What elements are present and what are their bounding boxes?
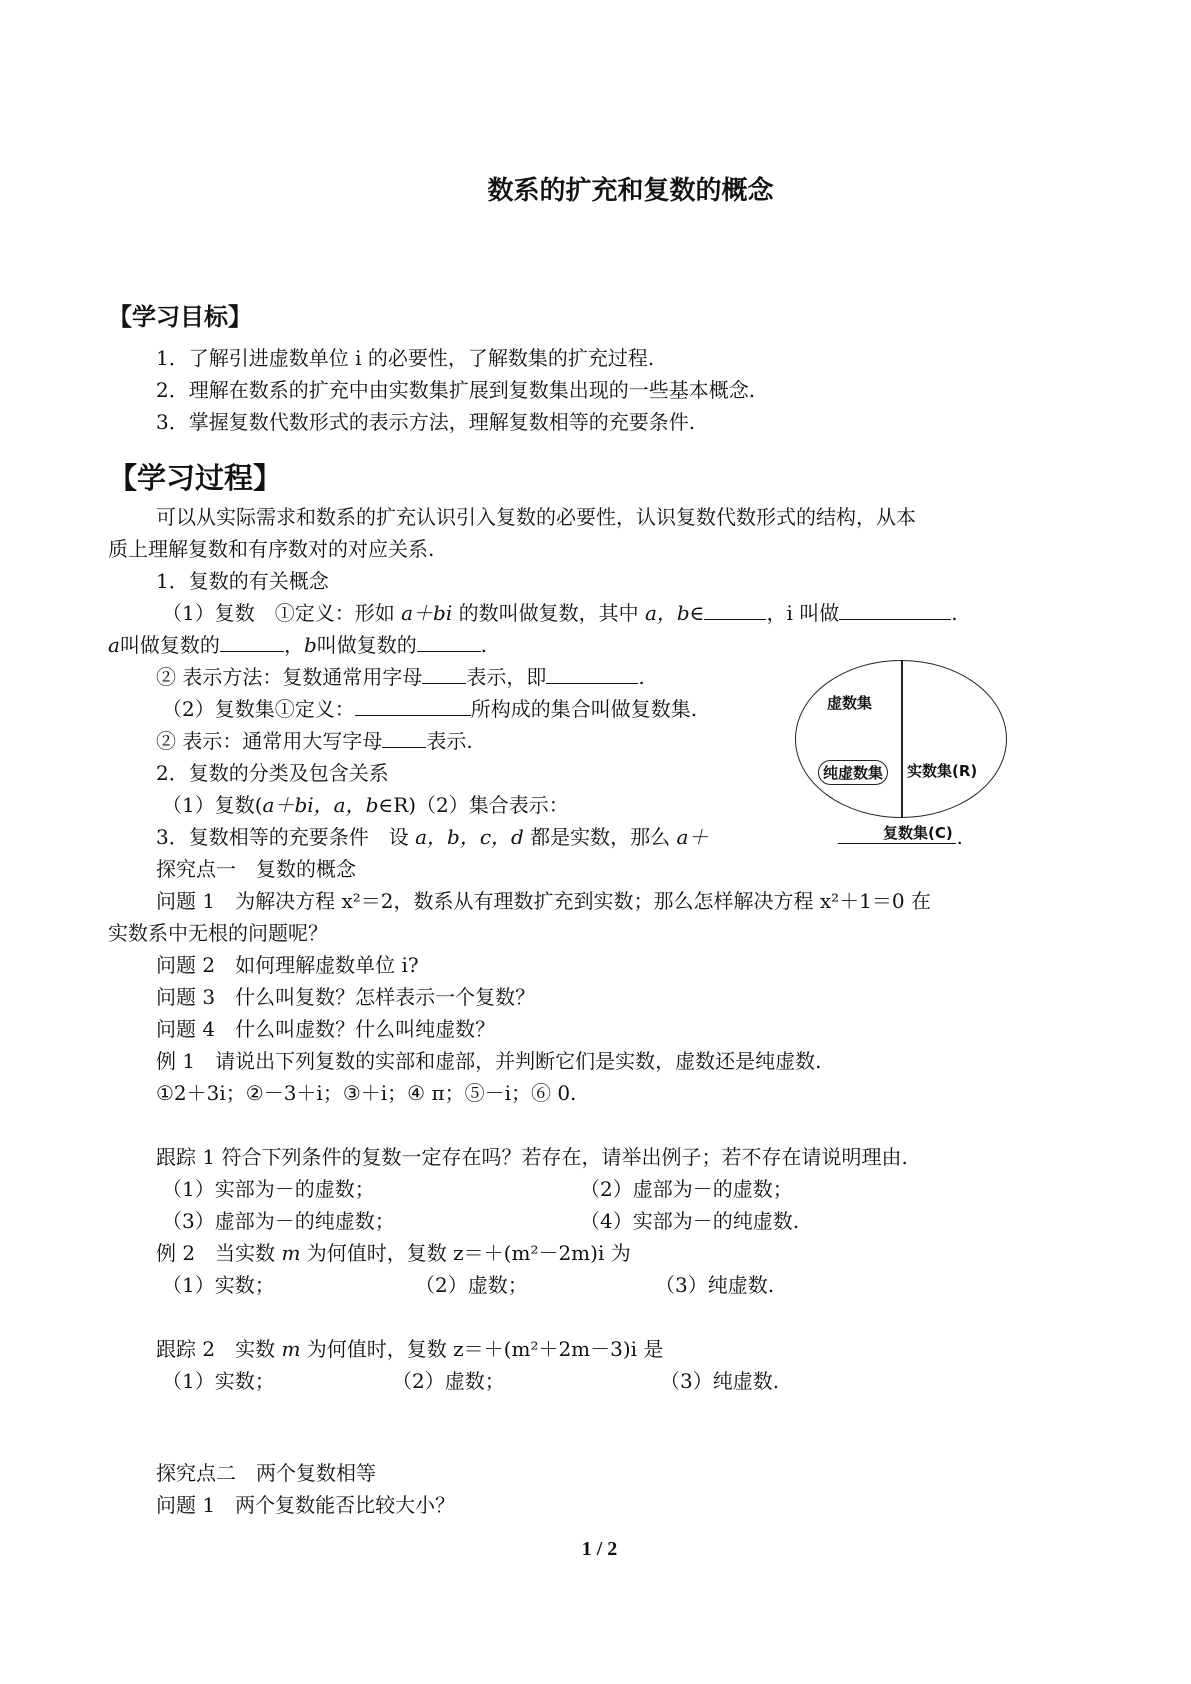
text: （1）复数 ①定义：形如: [162, 601, 402, 625]
fill-blank[interactable]: [704, 601, 766, 620]
track-option: （2）虚部为－的虚数；: [580, 1177, 793, 1201]
text: x²＋1＝0 在: [819, 889, 931, 913]
subsection-title: 2．复数的分类及包含关系: [156, 761, 389, 785]
process-heading: 【学习过程】: [108, 461, 283, 495]
objective-item: 3．掌握复数代数形式的表示方法，理解复数相等的充要条件.: [156, 410, 696, 434]
text: 问题 1 为解决方程: [156, 889, 342, 913]
question-line: 问题 3 什么叫复数？怎样表示一个复数？: [156, 985, 536, 1009]
fill-blank[interactable]: [355, 697, 471, 716]
text: 表示，即: [466, 665, 547, 689]
math-expr: a: [108, 633, 120, 657]
math-expr: m: [281, 1337, 301, 1361]
classification-line: [162, 793, 569, 817]
complex-set-line: [162, 697, 697, 721]
track-option: （1）实部为－的虚数；: [162, 1177, 375, 1201]
text: ，: [283, 633, 304, 657]
text: （2）复数集①定义：: [162, 697, 355, 721]
track-option: （1）实数；: [162, 1369, 275, 1393]
text: ② 表示：通常用大写字母: [156, 729, 383, 753]
text: 跟踪 2 实数: [156, 1337, 282, 1361]
intro-line: 可以从实际需求和数系的扩充认识引入复数的必要性，认识复数代数形式的结构，从本: [156, 505, 916, 529]
track-line: [156, 1337, 663, 1361]
fill-blank[interactable]: [382, 729, 426, 748]
track-option: （4）实部为－的纯虚数.: [580, 1209, 800, 1233]
text: ∈R)（2）集合表示：: [378, 793, 569, 817]
document-title: 数系的扩充和复数的概念: [487, 176, 774, 206]
fill-blank[interactable]: [417, 633, 481, 652]
math-expr: z＝＋(m²－2m)i 为: [453, 1241, 631, 1265]
track-option: （3）纯虚数.: [660, 1369, 780, 1393]
math-expr: m: [281, 1241, 301, 1265]
math-expr: a＋bi，a，b: [262, 793, 379, 817]
question-line: 问题 4 什么叫虚数？什么叫纯虚数？: [156, 1017, 496, 1041]
math-expr: z＝＋(m²＋2m－3)i 是: [453, 1337, 664, 1361]
math-expr: a，b，c，d: [415, 825, 524, 849]
objective-item: 1．了解引进虚数单位 i 的必要性，了解数集的扩充过程.: [156, 346, 655, 370]
example-option: （3）纯虚数.: [655, 1273, 775, 1297]
example-line: 例 1 请说出下列复数的实部和虚部，并判断它们是实数，虚数还是纯虚数.: [156, 1049, 822, 1073]
question-line: 实数系中无根的问题呢？: [108, 921, 328, 945]
parts-line: [108, 633, 487, 657]
question-line: 问题 1 两个复数能否比较大小？: [156, 1493, 456, 1517]
text: .: [638, 665, 645, 689]
track-option: （3）虚部为－的纯虚数；: [162, 1209, 395, 1233]
track-line: 跟踪 1 符合下列条件的复数一定存在吗？若存在，请举出例子；若不存在请说明理由.: [156, 1145, 908, 1169]
text: 所构成的集合叫做复数集.: [470, 697, 698, 721]
definition-line: [162, 601, 958, 625]
subsection-title: 1．复数的有关概念: [156, 569, 329, 593]
text: 叫做复数的: [119, 633, 220, 657]
example-option: （1）实数；: [162, 1273, 275, 1297]
example-line: [156, 1241, 631, 1265]
imaginary-set-label: 虚数集: [827, 694, 873, 712]
question-line: [156, 889, 931, 913]
text: .: [951, 601, 958, 625]
text: ∈: [689, 601, 705, 625]
text: ② 表示方法：复数通常用字母: [156, 665, 423, 689]
explore-title: 探究点二 两个复数相等: [156, 1461, 376, 1485]
text: 为何值时，复数: [300, 1337, 454, 1361]
objective-item: 2．理解在数系的扩充中由实数集扩展到复数集出现的一些基本概念.: [156, 378, 756, 402]
text: 都是实数，那么: [523, 825, 677, 849]
diagram-divider: [901, 660, 903, 818]
page-number: 1 / 2: [581, 1538, 618, 1560]
text: （1）复数(: [162, 793, 263, 817]
complex-set-label: 复数集(C): [883, 824, 953, 842]
text: 3．复数相等的充要条件 设: [156, 825, 416, 849]
math-expr: a，b: [644, 601, 690, 625]
text: 例 2 当实数: [156, 1241, 282, 1265]
text: 表示.: [426, 729, 473, 753]
fill-blank[interactable]: [220, 633, 284, 652]
text: 叫做复数的: [316, 633, 417, 657]
objectives-heading: 【学习目标】: [108, 303, 252, 331]
text: .: [480, 633, 488, 657]
set-representation-line: [156, 729, 473, 753]
complex-set-diagram: [795, 660, 1015, 842]
intro-line: 质上理解复数和有序数对的对应关系.: [108, 537, 435, 561]
example-items: ①2＋3i；②－3＋i；③＋i；④ π；⑤－i；⑥ 0.: [156, 1081, 577, 1105]
track-option: （2）虚数；: [392, 1369, 505, 1393]
math-expr: b: [303, 633, 317, 657]
real-set-label: 实数集(R): [907, 762, 978, 780]
fill-blank[interactable]: [422, 665, 466, 684]
fill-blank[interactable]: [546, 665, 638, 684]
text: 为何值时，复数: [300, 1241, 454, 1265]
math-expr: a＋bi: [401, 601, 453, 625]
text: .: [956, 825, 963, 849]
pure-imaginary-set-label: 纯虚数集: [818, 760, 888, 785]
text: x²＝2，数系从有理数扩充到实数；那么怎样解决方程: [341, 889, 820, 913]
representation-line: [156, 665, 645, 689]
text: ，i 叫做: [766, 601, 840, 625]
example-option: （2）虚数；: [415, 1273, 528, 1297]
text: 的数叫做复数，其中: [452, 601, 645, 625]
explore-title: 探究点一 复数的概念: [156, 857, 356, 881]
fill-blank[interactable]: [839, 601, 951, 620]
math-expr: a＋: [676, 825, 709, 849]
question-line: 问题 2 如何理解虚数单位 i?: [156, 953, 419, 977]
